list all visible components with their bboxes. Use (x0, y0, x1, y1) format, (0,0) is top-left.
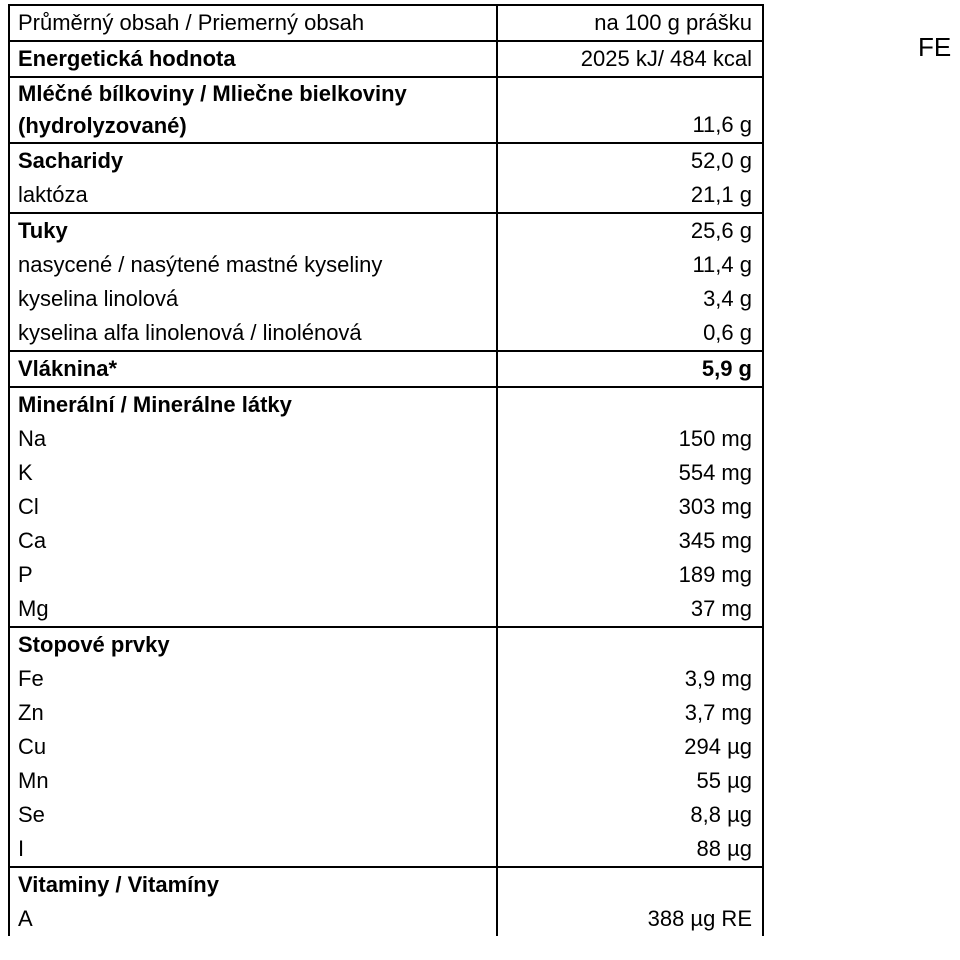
table-row (9, 490, 763, 524)
row-value-protein: 11,6 g (497, 77, 763, 143)
row-label-vitamins: Vitaminy / Vitamíny (9, 867, 497, 902)
row-label-mg: Mg (9, 592, 497, 627)
table-row (9, 867, 763, 902)
row-value-energy: 2025 kJ/ 484 kcal (497, 41, 763, 77)
row-value-fiber: 5,9 g (497, 351, 763, 387)
row-value-p: 189 mg (497, 558, 763, 592)
row-value-mn: 55 µg (497, 764, 763, 798)
row-label-cu: Cu (9, 730, 497, 764)
row-label-fe: Fe (9, 662, 497, 696)
row-label-linoleic: kyselina linolová (9, 282, 497, 316)
table-row (9, 282, 763, 316)
side-label: FE (918, 32, 952, 62)
table-row (9, 662, 763, 696)
row-value-cu: 294 µg (497, 730, 763, 764)
header-label: Průměrný obsah / Priemerný obsah (9, 5, 497, 41)
table-row (9, 524, 763, 558)
table-row (9, 178, 763, 213)
table-header-row (9, 5, 763, 41)
table-row (9, 592, 763, 627)
row-label-ca: Ca (9, 524, 497, 558)
row-label-alpha-linolenic: kyselina alfa linolenová / linolénová (9, 316, 497, 351)
table-row (9, 456, 763, 490)
row-value-carbohydrates: 52,0 g (497, 143, 763, 178)
table-row (9, 730, 763, 764)
row-value-lactose: 21,1 g (497, 178, 763, 213)
row-value-i: 88 µg (497, 832, 763, 867)
row-label-p: P (9, 558, 497, 592)
row-label-i: I (9, 832, 497, 867)
table-row (9, 316, 763, 351)
row-value-linoleic: 3,4 g (497, 282, 763, 316)
row-label-se: Se (9, 798, 497, 832)
row-label-cl: Cl (9, 490, 497, 524)
row-label-fiber: Vláknina* (9, 351, 497, 387)
row-value-saturated: 11,4 g (497, 248, 763, 282)
table-row (9, 627, 763, 662)
row-value-se: 8,8 µg (497, 798, 763, 832)
table-row (9, 696, 763, 730)
row-value-vitamins (497, 867, 763, 902)
table-row (9, 41, 763, 77)
row-label-mn: Mn (9, 764, 497, 798)
row-label-na: Na (9, 422, 497, 456)
header-value: na 100 g prášku (497, 5, 763, 41)
table-row (9, 213, 763, 248)
row-value-na: 150 mg (497, 422, 763, 456)
row-label-saturated: nasycené / nasýtené mastné kyseliny (9, 248, 497, 282)
table-row (9, 387, 763, 422)
row-value-vitamin-a: 388 µg RE (497, 902, 763, 936)
table-row (9, 764, 763, 798)
row-value-cl: 303 mg (497, 490, 763, 524)
row-value-trace-elements (497, 627, 763, 662)
table-row (9, 902, 763, 936)
table-row (9, 248, 763, 282)
row-label-zn: Zn (9, 696, 497, 730)
row-label-k: K (9, 456, 497, 490)
row-value-minerals (497, 387, 763, 422)
table-row (9, 77, 763, 143)
row-label-minerals: Minerální / Minerálne látky (9, 387, 497, 422)
row-value-alpha-linolenic: 0,6 g (497, 316, 763, 351)
table-row (9, 143, 763, 178)
row-label-fats: Tuky (9, 213, 497, 248)
row-value-fats: 25,6 g (497, 213, 763, 248)
row-value-fe: 3,9 mg (497, 662, 763, 696)
nutrition-table (8, 4, 764, 936)
row-label-lactose: laktóza (9, 178, 497, 213)
table-row (9, 832, 763, 867)
table-row (9, 422, 763, 456)
row-label-energy: Energetická hodnota (9, 41, 497, 77)
row-value-mg: 37 mg (497, 592, 763, 627)
row-label-protein: Mléčné bílkoviny / Mliečne bielkoviny (hydrolyzované) (9, 77, 497, 143)
table-row (9, 558, 763, 592)
table-row (9, 798, 763, 832)
row-label-carbohydrates: Sacharidy (9, 143, 497, 178)
row-value-k: 554 mg (497, 456, 763, 490)
row-value-zn: 3,7 mg (497, 696, 763, 730)
row-label-vitamin-a: A (9, 902, 497, 936)
row-value-ca: 345 mg (497, 524, 763, 558)
table-row (9, 351, 763, 387)
row-label-trace-elements: Stopové prvky (9, 627, 497, 662)
